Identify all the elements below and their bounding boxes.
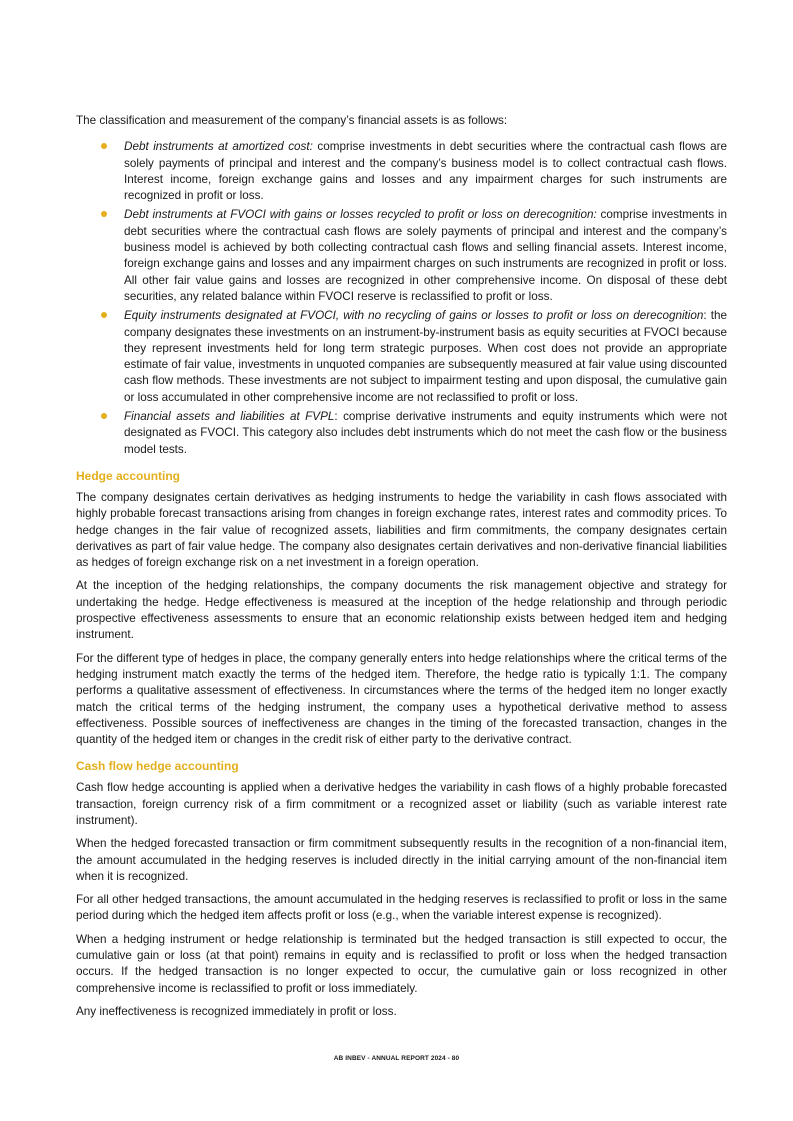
list-item-term: Debt instruments at amortized cost:	[124, 140, 313, 154]
list-item	[76, 409, 727, 458]
list-item	[76, 207, 727, 305]
hedge-paragraph: The company designates certain derivatives as hedging instruments to hedge the variability in cash flows associated with highly probable forecast transactions arising from changes in foreign exchange rates, interest rates and commodity prices. To hedge changes in the fair value of recognized assets, liabilities and firm commitments, the company designates certain derivatives as part of fair value hedge. The company also designates certain derivatives and non-derivative financial liabilities as hedges of foreign exchange risk on a net investment in a foreign operation.	[76, 490, 727, 570]
bullet-icon	[101, 143, 107, 149]
hedge-paragraph: At the inception of the hedging relationships, the company documents the risk management objective and strategy for undertaking the hedge. Hedge effectiveness is measured at the inception of the hedge relationship and through periodic prospective effectiveness assessments to ensure that an economic relationship exists between hedged item and hedging instrument.	[76, 579, 727, 642]
intro-text: The classification and measurement of the company’s financial assets is as follows:	[76, 114, 508, 127]
cash-flow-paragraph: Any ineffectiveness is recognized immediately in profit or loss.	[76, 1004, 397, 1018]
list-item-text: : the company designates these investments on an instrument-by-instrument basis as equity securities at FVOCI because they represent investments held for long term strategic purposes. When cost does not provide an appropriate estimate of fair value, investments in unquoted companies are subsequently measured at fair value using discounted cash flow methods. These investments are not subject to impairment testing and upon disposal, the cumulative gain or loss accumulated in other comprehensive income are not reclassified to profit or loss.	[124, 309, 727, 404]
cash-flow-paragraph: For all other hedged transactions, the amount accumulated in the hedging reserves is reclassified to profit or loss in the same period during which the hedged item affects profit or loss (e.g., when the variable interest expense is recognized).	[76, 893, 727, 923]
list-item-term: Financial assets and liabilities at FVPL	[124, 410, 335, 424]
hedge-accounting-heading: Hedge accounting	[76, 468, 181, 483]
list-item-text: comprise investments in debt securities where the contractual cash flows are solely payments of principal and interest and the company’s business model is achieved by both collecting contractual cash flows and selling financial assets. Interest income, foreign exchange gains and losses and any impairment charges on such instruments are recognized in profit or loss. All other fair value gains and losses are recognized in other comprehensive income. On disposal of these debt securities, any related balance within FVOCI reserve is reclassified to profit or loss.	[124, 208, 728, 303]
list-item-term: Equity instruments designated at FVOCI, with no recycling of gains or losses to profit or loss on derecognition	[124, 309, 704, 323]
list-item-text: : comprise derivative instruments and equity instruments which were not designated as FVOCI. This category also includes debt instruments which do not meet the cash flow or the business model tests.	[124, 410, 727, 456]
list-item-text: comprise investments in debt securities where the contractual cash flows are solely payments of principal and interest and the company’s business model is to collect contractual cash flows. Interest income, foreign exchange gains and losses and any impairment charges for such instruments are recognized in profit or loss.	[124, 140, 728, 203]
page-body	[76, 113, 727, 1027]
bullet-icon	[101, 312, 107, 318]
list-item	[76, 308, 727, 406]
bullet-icon	[101, 413, 107, 419]
cash-flow-hedge-heading: Cash flow hedge accounting	[76, 759, 239, 774]
list-item	[76, 139, 727, 204]
cash-flow-paragraph: When the hedged forecasted transaction or firm commitment subsequently results in the recognition of a non-financial item, the amount accumulated in the hedging reserves is included directly in the initial carrying amount of the non-financial item when it is recognized.	[76, 837, 727, 883]
cash-flow-paragraph: When a hedging instrument or hedge relationship is terminated but the hedged transaction is still expected to occur, the cumulative gain or loss (at that point) remains in equity and is reclassified to profit or loss when the hedged transaction occurs. If the hedged transaction is no longer expected to occur, the cumulative gain or loss recognized in other comprehensive income is reclassified to profit or loss immediately.	[76, 932, 727, 995]
bullet-icon	[101, 211, 107, 217]
cash-flow-paragraph: Cash flow hedge accounting is applied when a derivative hedges the variability in cash flows of a highly probable forecasted transaction, foreign currency risk of a firm commitment or a recognized asset or liability (such as variable interest rate instrument).	[76, 781, 727, 827]
hedge-paragraph: For the different type of hedges in place, the company generally enters into hedge relationships where the critical terms of the hedging instrument match exactly the terms of the hedged item. Therefore, the hedge ratio is typically 1:1. The company performs a qualitative assessment of effectiveness. In circumstances where the terms of the hedged item no longer exactly match the critical terms of the hedging instrument, the company uses a hypothetical derivative method to assess effectiveness. Possible sources of ineffectiveness are changes in the timing of the forecasted transaction, changes in the quantity of the hedged item or changes in the credit risk of either party to the derivative contract.	[76, 651, 727, 747]
list-item-term: Debt instruments at FVOCI with gains or losses recycled to profit or loss on derecognition:	[124, 208, 597, 222]
page-footer: AB INBEV - ANNUAL REPORT 2024 - 80	[333, 1055, 460, 1062]
asset-classification-list	[76, 139, 727, 458]
